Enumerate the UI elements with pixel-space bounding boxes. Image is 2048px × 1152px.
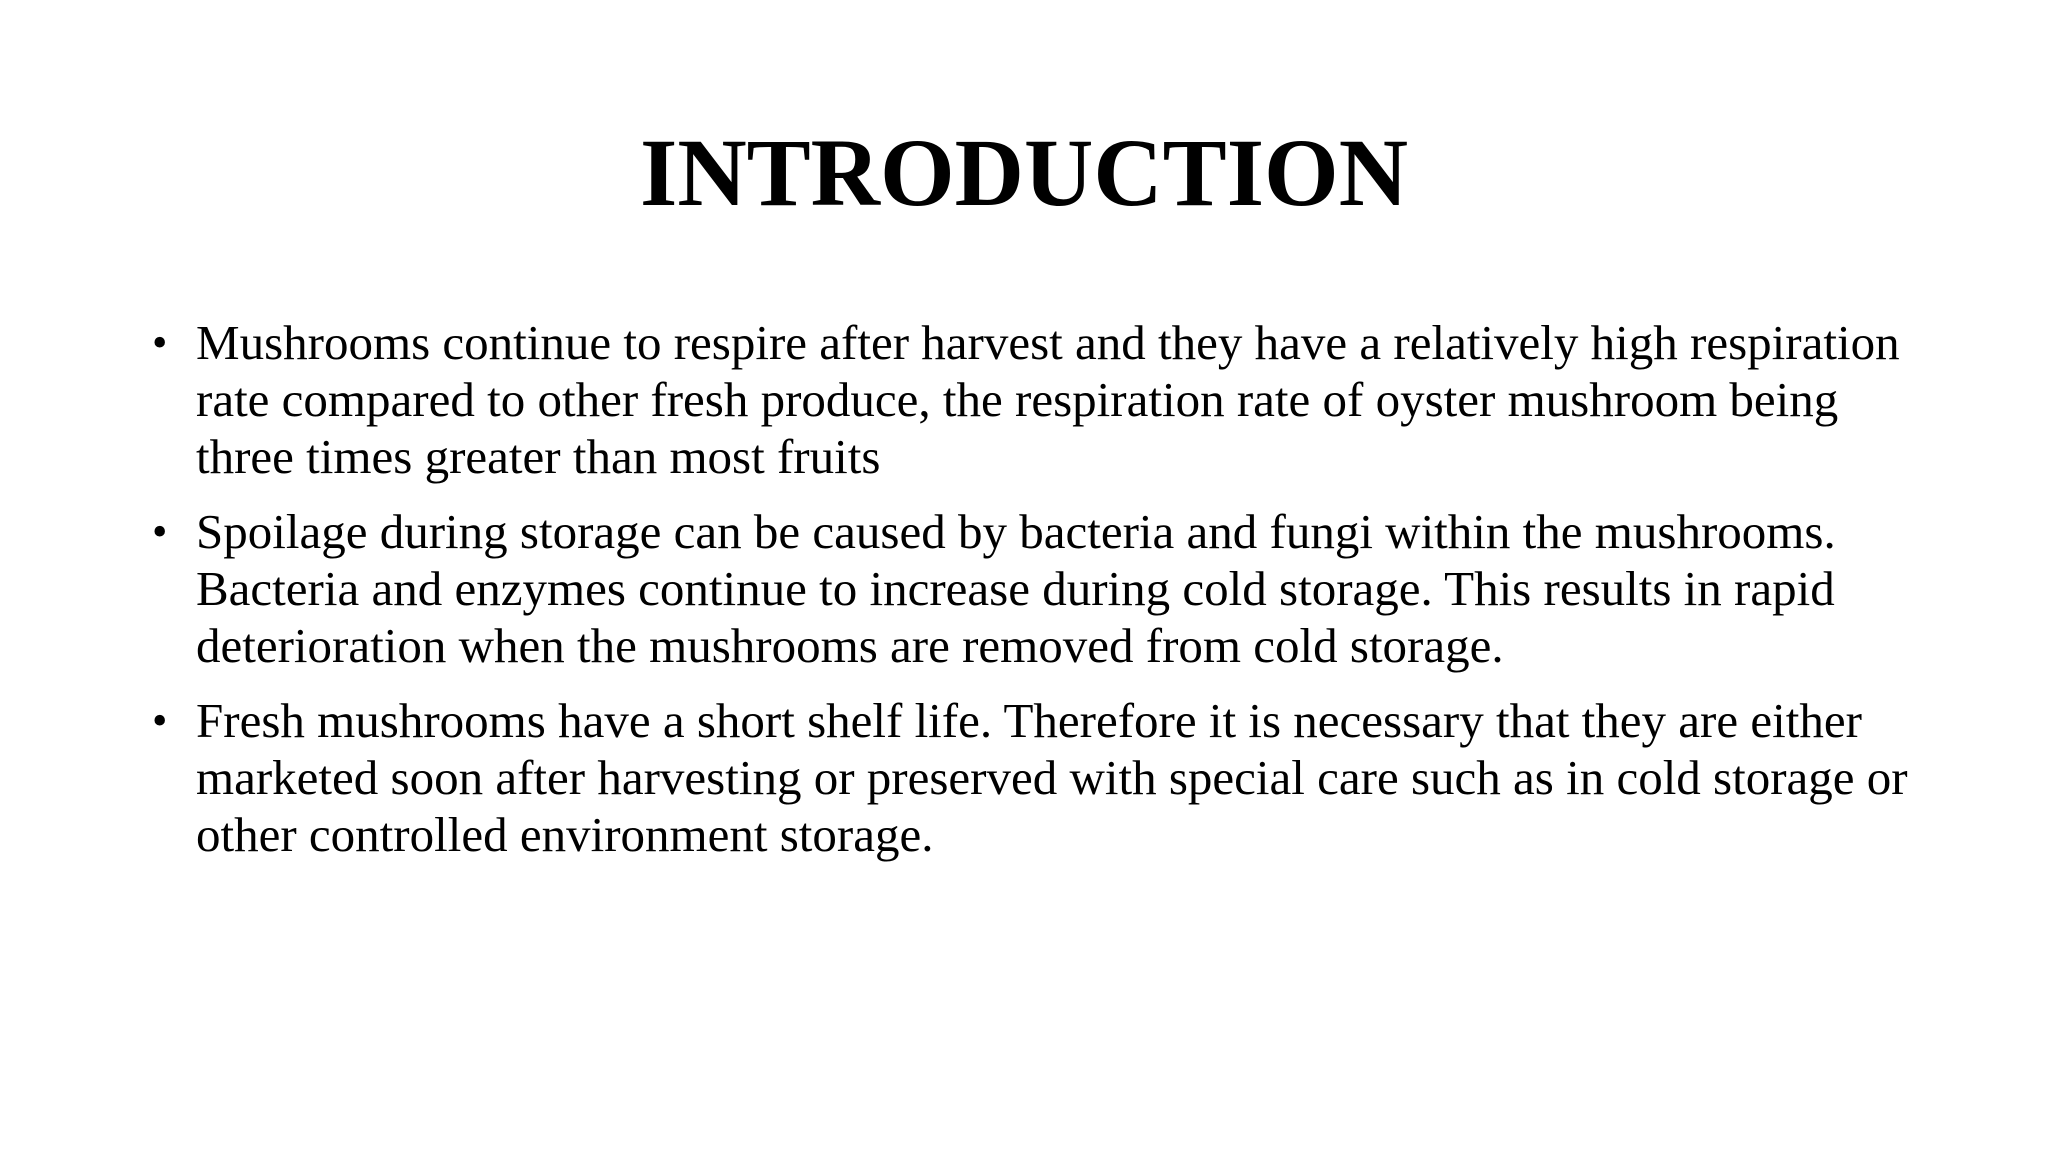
list-item — [152, 503, 1912, 674]
bullet-text: Mushrooms continue to respire after harvest and they have a relatively high respiration rate compared to other fresh produce, the respiration rate of oyster mushroom being three times greater than most fruits — [196, 315, 1900, 484]
slide-title: INTRODUCTION — [639, 119, 1409, 226]
bullet-text: Spoilage during storage can be caused by bacteria and fungi within the mushrooms. Bacteria and enzymes continue to increase during cold storage. This results in rapid deterioration when the mushrooms are removed from cold storage. — [196, 504, 1836, 673]
bullet-list — [152, 314, 1912, 881]
list-item — [152, 692, 1912, 863]
bullet-text: Fresh mushrooms have a short shelf life. Therefore it is necessary that they are either marketed soon after harvesting or preserved with special care such as in cold storage or other controlled environment storage. — [196, 693, 1908, 862]
bullet-icon: • — [152, 696, 168, 745]
bullet-icon: • — [152, 507, 168, 556]
bullet-icon: • — [152, 318, 168, 367]
list-item — [152, 314, 1912, 485]
